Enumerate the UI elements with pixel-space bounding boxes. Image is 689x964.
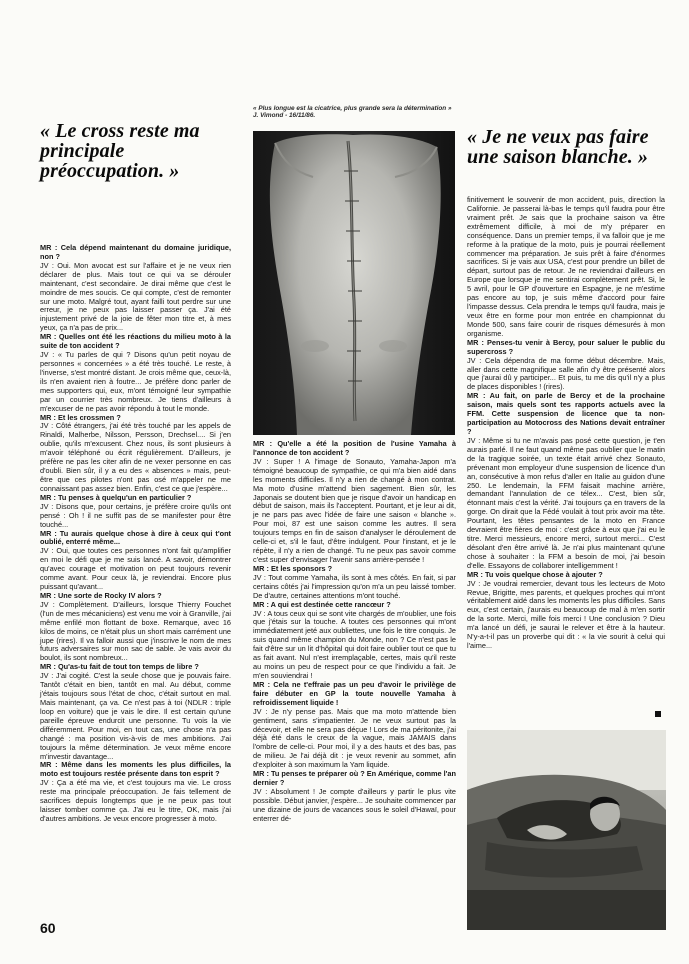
column-left	[40, 244, 231, 824]
headline-right: « Je ne veux pas faire une saison blanche. »	[467, 126, 649, 168]
headline-left: « Le cross reste ma principale préoccupation. »	[40, 120, 200, 182]
interview-answer: JV : Même si tu ne m'avais pas posé cette question, je t'en aurais parlé. Il ne faut quand même pas oublier que le matin de la tragique soirée, un texte était arrivé chez Sonauto, prévenant mon employeur d'une suspension de licence d'un an, consécutive à mon refus d'aller en Italie au guidon d'une 250. Le lendemain, la FFM faisait machine arrière, demandant l'annulation de ce télex... C'est, bien sûr, étonnant mais c'est la vérité. J'ai toujours ça en travers de la gorge. On dirait que la Fédé voulait à tout prix avoir ma tête. Pourtant, les têtes pensantes de la moto en France devraient être fières de moi : c'est grâce à eux que j'ai eu le titre. Merci messieurs, encore merci, surtout merci... C'est désolant d'en être arrivé là. Je n'ai plus maintenant qu'une chose à souhaiter : la FFM a besoin de moi, j'ai besoin d'elle. Essayons de collaborer intelligemment !	[467, 435, 665, 570]
interview-question: MR : Cela dépend maintenant du domaine juridique, non ?	[40, 243, 231, 261]
interview-answer: JV : Super ! A l'image de Sonauto, Yamaha-Japon m'a témoigné beaucoup de sympathie, ce qui m'a bien aidé dans les moments difficiles. Il n'y a rien de changé à mon contrat. Ma moto d'usine m'attend bien sagement. Bien sûr, les Japonais se doutent bien que je risque d'avoir un handicap en début de saison, mais ils l'acceptent. Pourtant, et je leur ai dit, je ne pars pas avec l'idée de faire une saison « blanche ». Pour moi, 87 est une saison comme les autres. Il sera toujours temps en fin de saison d'analyser le déroulement de celle-ci et, s'il le faut, d'être indulgent. Pour l'instant, et je le répète, il n'y a rien de changé. Tu ne peux pas savoir comme c'est super d'envisager l'avenir sans arrière-pensée !	[253, 456, 456, 564]
interview-question: MR : Tu penses te préparer où ? En Amérique, comme l'an dernier ?	[253, 769, 456, 788]
interview-question: MR : Penses-tu venir à Bercy, pour saluer le public du supercross ?	[467, 337, 665, 356]
couch-photo	[467, 730, 666, 930]
interview-question: MR : Qu'elle a été la position de l'usine Yamaha à l'annonce de ton accident ?	[253, 439, 456, 457]
article-end-mark	[655, 711, 661, 717]
interview-answer: JV : Complètement. D'ailleurs, lorsque Thierry Fouchet (l'un de mes mécaniciens) est venu me voir à Granville, j'ai même enfilé mon flottant de boxe. Remarque, avec 16 kilos de moins, ce n'était plus un short mais carrément une jupe (rires). Il va falloir aussi que j'inscrive le nom de mes futurs adversaires sur mon sac de sable. Je vais avoir du boulot, ils sont nombreux...	[40, 599, 231, 663]
column-right	[467, 196, 665, 651]
interview-question: MR : A qui est destinée cette rancœur ?	[253, 599, 391, 609]
interview-question: MR : Qu'as-tu fait de tout ton temps de libre ?	[40, 662, 199, 672]
interview-question: MR : Tu vois quelque chose à ajouter ?	[467, 569, 603, 579]
interview-question: MR : Cela ne t'effraie pas un peu d'avoir le privilège de faire débuter en GP la toute nouvelle Yamaha à refroidissement liquide !	[253, 679, 456, 707]
interview-question: MR : Et les crossmen ?	[40, 412, 121, 422]
interview-answer: JV : Tout comme Yamaha, ils sont à mes côtés. En fait, si par certains côtés j'ai l'impression qu'on m'a un peu laissé tomber. De d'autre, certaines attentions m'ont touché.	[253, 572, 456, 600]
interview-question: MR : Tu aurais quelque chose à dire à ceux qui t'ont oublié, enterré même...	[40, 528, 231, 547]
interview-answer: JV : « Tu parles de qui ? Disons qu'un petit noyau de personnes « concernées » a été très touché. Le reste, à l'inverse, s'est montré distant. Je crois même que, ceux-là, ils n'en avaient rien à foutre... Je préfère donc parler de mes supporters qui, eux, m'ont témoigné leur sympathie par un courrier très nombreux. Je tiens d'ailleurs à m'excuser de ne pas avoir répondu à tout le monde.	[40, 350, 231, 413]
interview-question: MR : Au fait, on parle de Bercy et de la prochaine saison, mais quels sont tes rapports actuels avec la FFM. Cette suspension de licence que ta non-participation au Motocross des Nations devait entraîner ?	[467, 391, 665, 436]
interview-answer: JV : Oui. Mon avocat est sur l'affaire et je ne veux rien déclarer de plus. Mais tout ce qui va se dérouler maintenant, c'est secondaire. Je dirai même que c'est le moindre de mes soucis. Ce qui compte, c'est de remonter sur une moto. Malgré tout, ayant failli tout perdre sur une erreur, je ne peux pas laisser passer ça. J'ai été injustement privé de la joie de fêter mon titre et, à mes yeux, ça n'a pas de prix...	[40, 260, 231, 333]
interview-answer: JV : Je voudrai remercier, devant tous les lecteurs de Moto Revue, Brigitte, mes parents, et quelques proches qui m'ont véritablement aidé dans les moments les plus difficiles. Sans eux, c'est certain, j'aurais eu beaucoup de mal à m'en sortir de la sorte. Merci, mille fois merci ! Une conclusion ? Dieu m'a lancé un défi, je saurai le relever et être à la hauteur. N'y-a-t-il pas un proverbe qui dit : « la vie sourit à celui qui l'aime...	[467, 578, 665, 651]
interview-answer: JV : Disons que, pour certains, je préfère croire qu'ils ont pensé : Oh ! il ne suffit pas de se manifester pour être touché...	[40, 501, 231, 529]
interview-question: MR : Une sorte de Rocky IV alors ?	[40, 590, 162, 600]
photo-caption: « Plus longue est la cicatrice, plus grande sera la détermination » J. Vimond - 16/11/86.	[253, 105, 452, 120]
interview-question: MR : Tu penses à quelqu'un en particulier ?	[40, 492, 192, 502]
back-scar-photo	[253, 131, 455, 435]
interview-answer: JV : Absolument ! Je compte d'ailleurs y partir le plus vite possible. Début janvier, j'espère... Je souhaite commencer par une dizaine de jours de vacances sous le soleil d'Hawaï, pour enterrer dé-	[253, 786, 456, 823]
interview-answer: finitivement le souvenir de mon accident, puis, direction la Californie. Je passerai là-bas le temps qu'il faudra pour être vraiment prêt. Je sais que la prochaine saison va être extrêmement difficile, à moi de m'y préparer en conséquence. Dans un premier temps, il va falloir que je me reforme à la pratique de la moto, puis je pourrai réellement commencer ma préparation. Je suis prêt à faire d'énormes sacrifices. Si je vais aux USA, c'est pour prendre un billet de départ, surtout pas de retour. Je ne reviendrai d'ailleurs en Europe que lorsque je me sentirai complètement prêt. Si, le 5 avril, pour le GP d'ouverture en Espagne, je ne m'estime pas encore au top, je suis même d'accord pour faire l'impasse dessus. Cela prendra le temps qu'il faudra, mais je veux être en forme pour mon entrée en championnat du Monde 500, sans faire courir de risques démesurés à mon organisme.	[467, 195, 665, 338]
interview-question: MR : Quelles ont été les réactions du milieu moto à la suite de ton accident ?	[40, 332, 231, 351]
page-number: 60	[40, 920, 56, 936]
interview-question: MR : Et les sponsors ?	[253, 563, 333, 573]
interview-answer: JV : Cela dépendra de ma forme début décembre. Mais, aller dans cette magnifique salle afin d'y être présenté alors que j'aurai dû y participer... Et puis, tu me dis qu'il n'y a plus de places disponibles ! (rires).	[467, 355, 665, 392]
interview-answer: JV : Côté étrangers, j'ai été très touché par les appels de Rinaldi, Malherbe, Nilsson, Persson, Drechsel.... Si j'en oublie, qu'ils m'excusent. Chez nous, ils sont plusieurs à m'avoir téléphoné ou écrit régulièrement. D'ailleurs, je préfère ne pas les citer afin de ne vexer personne en cas d'oubli. Bien sûr, il y a eu des « absences » mais, peut-être que ces pilotes n'ont pas osé m'appeler ne me connaissant pas assez bien. Enfin, c'est ce que j'espère...	[40, 421, 231, 493]
interview-answer: JV : Ça a été ma vie, et c'est toujours ma vie. Le cross reste ma principale préoccupation. Je fais tellement de sacrifices depuis longtemps que je ne peux pas tout laisser tomber comme ça. J'ai eu le titre, OK, mais j'ai d'autres ambitions. Je veux encore progresser à moto.	[40, 778, 231, 823]
column-middle	[253, 440, 456, 824]
interview-answer: JV : J'ai cogité. C'est la seule chose que je pouvais faire. Tantôt c'était en bien, tantôt en mal. Au début, comme j'étais toujours sous l'état de choc, c'était surtout en mal. Mais maintenant, ça va. Ce n'est pas à toi (NDLR : triple loop en voiture) que je vais le dire. Il est certain qu'une pareille épreuve endurcit une personne. Tu vois la vie différemment. Pour moi, en tout cas, une chose n'a pas changé : ma position vis-à-vis de mes ambitions. J'ai toujours la même détermination. Je veux même encore m'investir davantage...	[40, 671, 231, 761]
interview-answer: JV : A tous ceux qui se sont vite chargés de m'oublier, une fois que j'étais sur la touche. A toutes ces personnes qui m'ont immédiatement jeté aux oubliettes, une fois le titre conquis. Je suis quand même champion du Monde, non ? Ce n'est pas le fait d'être sur un lit d'hôpital qui doit faire oublier tout ce que tu as fait avant. Nul n'est irremplaçable, certes, mais qu'il reste au moins un peu de respect pour ce que l'individu a fait. Je m'en souviendrai !	[253, 608, 456, 680]
interview-question: MR : Même dans les moments les plus difficiles, la moto est toujours restée présente dans ton esprit ?	[40, 760, 231, 779]
interview-answer: JV : Je n'y pense pas. Mais que ma moto m'attende bien gentiment, sans s'impatienter. Je ne veux surtout pas la décevoir, et elle ne sera pas déçue ! Lors de ma péritonite, j'ai déjà été dans le creux de la vague, mais JAMAIS dans l'ombre de celle-ci. Pour moi, il y a des hauts et des bas, pas de milieu. Je l'ai déjà dit : je veux revenir au sommet, afin d'exploiter à son maximum la Yam liquide.	[253, 706, 456, 770]
interview-answer: JV : Oui, que toutes ces personnes n'ont fait qu'amplifier en moi le défi que je me suis lancé. A savoir, démontrer qu'avec courage et motivation on peut toujours revenir comme avant. Pour ceux là, je reviendrai. Encore plus puissant qu'avant...	[40, 546, 231, 592]
